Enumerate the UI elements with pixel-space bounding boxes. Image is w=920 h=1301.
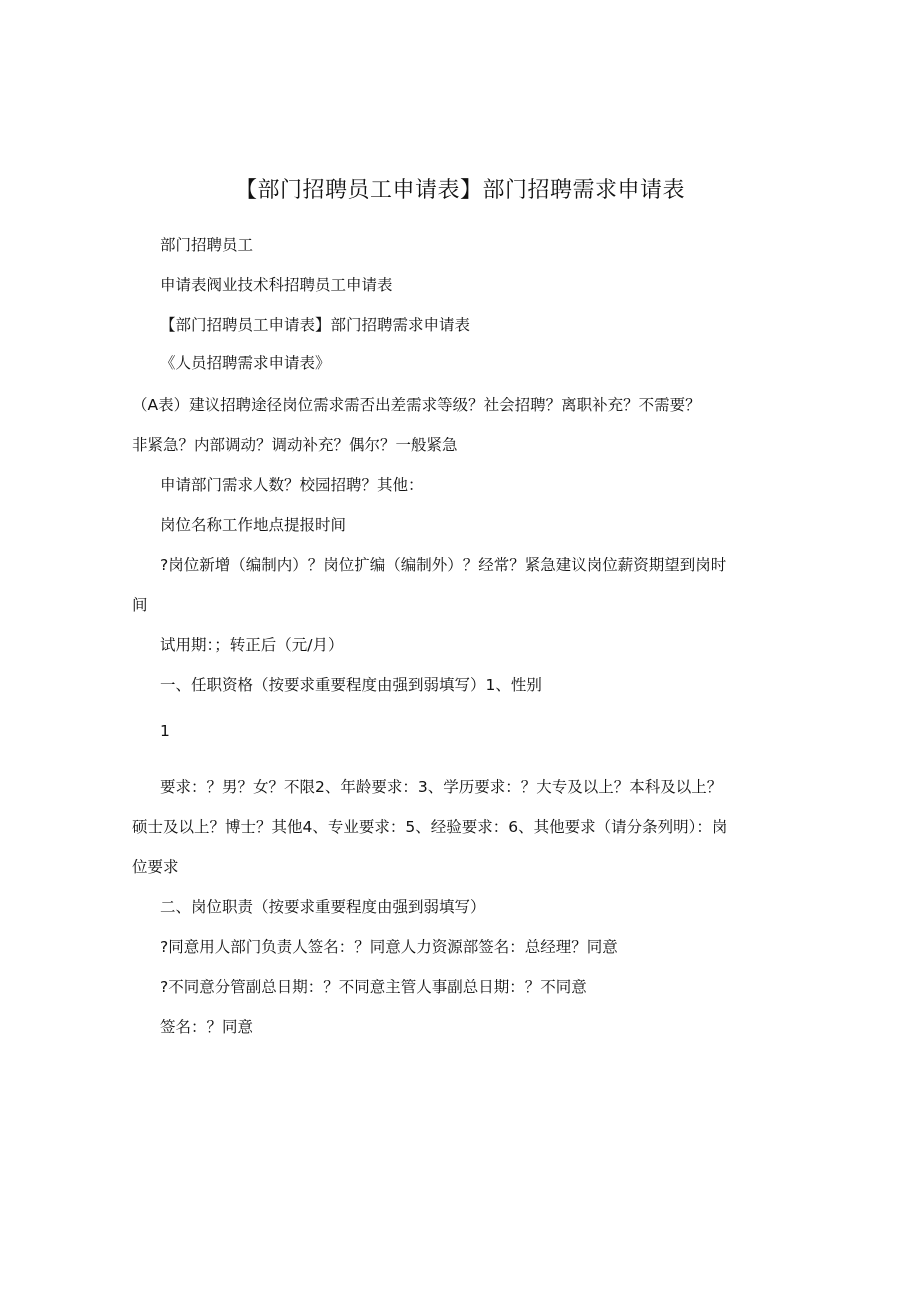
text-line-final-signature: 签名：？同意	[160, 1018, 254, 1036]
text-line-approval-dates: ?不同意分管副总日期：？不同意主管人事副总日期：？不同意	[160, 978, 587, 996]
text-line-form-name: 《人员招聘需求申请表》	[160, 354, 331, 372]
section-heading-responsibilities: 二、岗位职责（按要求重要程度由强到弱填写）	[160, 898, 486, 916]
text-line-application-form: 申请表阀业技术科招聘员工申请表	[160, 276, 393, 294]
text-line-number: 1	[160, 722, 170, 740]
text-line-position-type: ?岗位新增（编制内）？岗位扩编（编制外）？经常？紧急建议岗位薪资期望到岗时	[160, 556, 727, 574]
text-line-requirements: 要求：？男？女？不限2、年龄要求：3、学历要求：？大专及以上？本科及以上？	[160, 778, 723, 796]
text-line-recruit-channel: （A表）建议招聘途径岗位需求需否出差需求等级？社会招聘？离职补充？不需要？	[132, 396, 701, 414]
text-line-position-info: 岗位名称工作地点提报时间	[160, 516, 347, 534]
document-title: 【部门招聘员工申请表】部门招聘需求申请表	[234, 178, 685, 203]
section-heading-qualifications: 一、任职资格（按要求重要程度由强到弱填写）1、性别	[160, 676, 542, 694]
text-line-requirements-end: 位要求	[132, 858, 179, 876]
text-line-department-recruit: 部门招聘员工	[160, 236, 254, 254]
text-line-requirements-cont: 硕士及以上？博士？其他4、专业要求：5、经验要求：6、其他要求（请分条列明）：岗	[132, 818, 728, 836]
text-line-recruit-channel-cont: 非紧急？内部调动？调动补充？偶尔？一般紧急	[132, 436, 458, 454]
text-line-position-type-cont: 间	[132, 596, 148, 614]
text-line-probation: 试用期：；转正后（元/月）	[160, 636, 344, 654]
text-line-approval-signatures: ?同意用人部门负责人签名：？同意人力资源部签名：总经理？同意	[160, 938, 618, 956]
text-line-headcount: 申请部门需求人数？校园招聘？其他：	[160, 476, 424, 494]
text-line-form-heading: 【部门招聘员工申请表】部门招聘需求申请表	[160, 316, 471, 334]
